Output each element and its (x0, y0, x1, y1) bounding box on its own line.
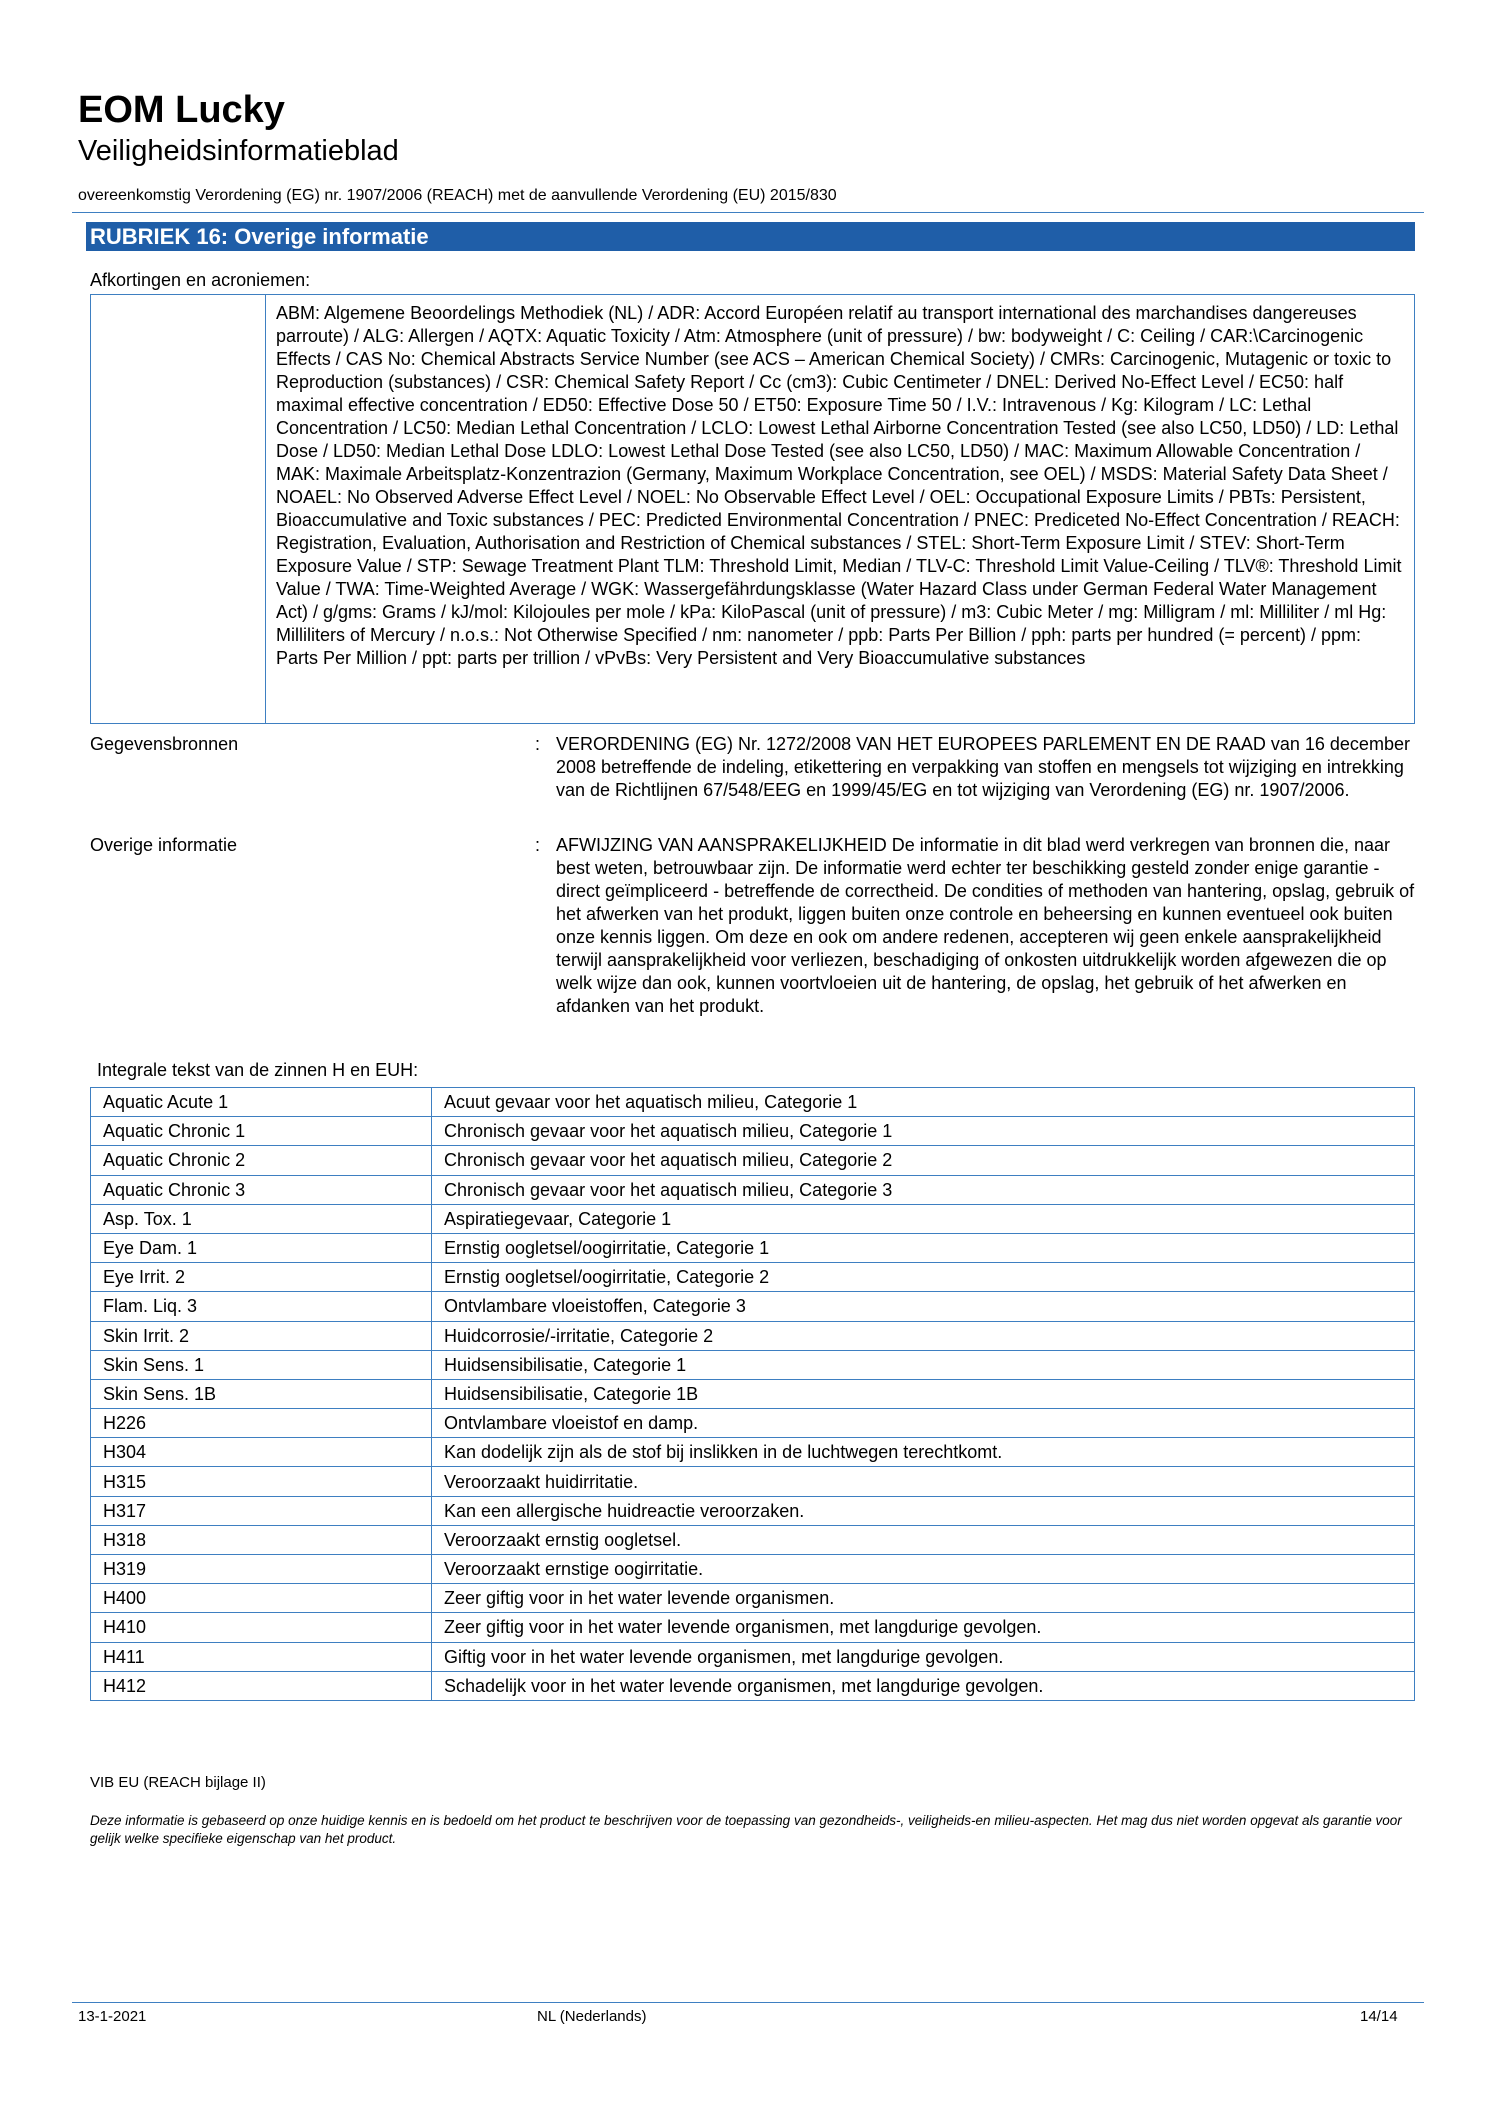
hazard-description-cell: Chronisch gevaar voor het aquatisch milieu, Categorie 2 (432, 1146, 1415, 1175)
hazard-class-cell: Skin Irrit. 2 (91, 1321, 432, 1350)
hazard-description-cell: Zeer giftig voor in het water levende organismen, met langdurige gevolgen. (432, 1613, 1415, 1642)
table-row (91, 1438, 1415, 1467)
table-row (91, 1321, 1415, 1350)
table-row (91, 1496, 1415, 1525)
hazard-class-cell: H400 (91, 1584, 432, 1613)
table-row (91, 1671, 1415, 1700)
hazard-description-cell: Huidsensibilisatie, Categorie 1B (432, 1379, 1415, 1408)
hazard-description-cell: Veroorzaakt ernstig oogletsel. (432, 1525, 1415, 1554)
footer-language: NL (Nederlands) (537, 2008, 647, 2025)
data-sources-colon: : (535, 734, 541, 754)
hazard-description-cell: Giftig voor in het water levende organismen, met langdurige gevolgen. (432, 1642, 1415, 1671)
hazard-description-cell: Veroorzaakt huidirritatie. (432, 1467, 1415, 1496)
hazard-class-cell: Skin Sens. 1B (91, 1379, 432, 1408)
hazard-class-cell: Aquatic Acute 1 (91, 1088, 432, 1117)
disclaimer-text: Deze informatie is gebaseerd op onze huidige kennis en is bedoeld om het product te beschrijven voor de toepassing van gezondheids-, veiligheids-en milieu-aspecten. Het mag dus niet worden opgevat als garantie voor gelijk welke specifieke eigenschap van het product. (90, 1813, 1402, 1846)
table-row (91, 1233, 1415, 1262)
hazard-class-cell: H304 (91, 1438, 432, 1467)
table-row (91, 1292, 1415, 1321)
hazard-class-cell: Flam. Liq. 3 (91, 1292, 432, 1321)
hazard-description-cell: Huidcorrosie/-irritatie, Categorie 2 (432, 1321, 1415, 1350)
table-row (91, 1204, 1415, 1233)
table-row (91, 1117, 1415, 1146)
other-info-text: AFWIJZING VAN AANSPRAKELIJKHEID De informatie in dit blad werd verkregen van bronnen die, naar best weten, betrouwbaar zijn. De informatie werd echter ter beschikking gesteld zonder enige garantie - direct geïmpliceerd - betreffende de correctheid. De condities of methoden van hantering, opslag, gebruik of het afwerken van het produkt, liggen buiten onze controle en beheersing en kunnen eventueel ook buiten onze kennis liggen. Om deze en ook om andere redenen, accepteren wij geen enkele aansprakelijkheid terwijl aansprakelijkheid voor verliezen, beschadiging of onkosten uitdrukkelijk worden afgewezen die op welk wijze dan ook, kunnen voortvloeien uit de hantering, de opslag, het gebruik of het afwerken en afdanken van het produkt. (556, 835, 1415, 1016)
table-row (91, 1525, 1415, 1554)
footer-date: 13-1-2021 (78, 2008, 147, 2025)
hazard-class-cell: H410 (91, 1613, 432, 1642)
hazard-class-cell: H318 (91, 1525, 432, 1554)
abbreviations-text: ABM: Algemene Beoordelings Methodiek (NL) / ADR: Accord Européen relatif au transport international des marchandises dangereuses parroute) / ALG: Allergen / AQTX: Aquatic Toxicity / Atm: Atmosphere (unit of pressure) / bw: bodyweight / C: Ceiling / CAR:\Carcinogenic Effects / CAS No: Chemical Abstracts Service Number (see ACS – American Chemical Society) / CMRs: Carcinogenic, Mutagenic or toxic to Reproduction (substances) / CSR: Chemical Safety Report / Cc (cm3): Cubic Centimeter / DNEL: Derived No-Effect Level / EC50: half maximal effective concentration / ED50: Effective Dose 50 / ET50: Exposure Time 50 / I.V.: Intravenous / Kg: Kilogram / LC: Lethal Concentration / LC50: Median Lethal Concentration / LCLO: Lowest Lethal Airborne Concentration Tested (see also LC50, LD50) / LD: Lethal Dose / LD50: Median Lethal Dose LDLO: Lowest Lethal Dose Tested (see also LC50, LD50) / MAC: Maximum Allowable Concentration / MAK: Maximale Arbeitsplatz-Konzentrazion (Germany, Maximum Workplace Concentration, see OEL) / MSDS: Material Safety Data Sheet / NOAEL: No Observed Adverse Effect Level / NOEL: No Observable Effect Level / OEL: Occupational Exposure Limits / PBTs: Persistent, Bioaccumulative and Toxic substances / PEC: Predicted Environmental Concentration / PNEC: Prediceted No-Effect Concentration / REACH: Registration, Evaluation, Authorisation and Restriction of Chemical substances / STEL: Short-Term Exposure Limit / STEV: Short-Term Exposure Value / STP: Sewage Treatment Plant TLM: Threshold Limit, Median / TLV-C: Threshold Limit Value-Ceiling / TLV®: Threshold Limit Value / TWA: Time-Weighted Average / WGK: Wassergefährdungsklasse (Water Hazard Class under German Federal Water Management Act) / g/gms: Grams / kJ/mol: Kilojoules per mole / kPa: KiloPascal (unit of pressure) / m3: Cubic Meter / mg: Milligram / ml: Milliliter / ml Hg: Milliliters of Mercury / n.o.s.: Not Otherwise Specified / nm: nanometer / ppb: Parts Per Billion / pph: parts per hundred (= percent) / ppm: Parts Per Million / ppt: parts per trillion / vPvBs: Very Persistent and Very Bioaccumulative substances (276, 303, 1402, 668)
table-row (91, 1642, 1415, 1671)
table-row (91, 1146, 1415, 1175)
hazard-description-cell: Ernstig oogletsel/oogirritatie, Categorie 1 (432, 1233, 1415, 1262)
footer-page-number: 14/14 (1360, 2008, 1398, 2025)
hazard-class-cell: Asp. Tox. 1 (91, 1204, 432, 1233)
hazard-class-cell: Aquatic Chronic 1 (91, 1117, 432, 1146)
hazard-class-cell: H226 (91, 1409, 432, 1438)
hazard-description-cell: Huidsensibilisatie, Categorie 1 (432, 1350, 1415, 1379)
data-sources-label: Gegevensbronnen (90, 734, 239, 754)
section-heading: RUBRIEK 16: Overige informatie (86, 222, 1415, 251)
hazard-description-cell: Ontvlambare vloeistof en damp. (432, 1409, 1415, 1438)
document-title: EOM Lucky (78, 89, 285, 131)
document-subtitle: Veiligheidsinformatieblad (78, 135, 399, 167)
hazard-description-cell: Zeer giftig voor in het water levende organismen. (432, 1584, 1415, 1613)
other-info-label: Overige informatie (90, 835, 238, 855)
hazard-class-cell: H319 (91, 1555, 432, 1584)
hazard-class-cell: Aquatic Chronic 3 (91, 1175, 432, 1204)
hazard-class-cell: H412 (91, 1671, 432, 1700)
hazard-description-cell: Schadelijk voor in het water levende organismen, met langdurige gevolgen. (432, 1671, 1415, 1700)
regulation-reference: overeenkomstig Verordening (EG) nr. 1907/2006 (REACH) met de aanvullende Verordening (EU) 2015/830 (78, 187, 837, 204)
table-row (91, 1467, 1415, 1496)
hazard-description-cell: Chronisch gevaar voor het aquatisch milieu, Categorie 3 (432, 1175, 1415, 1204)
table-row (91, 1263, 1415, 1292)
hazard-description-cell: Ontvlambare vloeistoffen, Categorie 3 (432, 1292, 1415, 1321)
abbreviations-label: Afkortingen en acroniemen: (90, 270, 311, 290)
header-divider (72, 212, 1424, 213)
hazard-class-cell: H411 (91, 1642, 432, 1671)
table-row (91, 1555, 1415, 1584)
abbreviations-box (90, 294, 1415, 724)
hazard-description-cell: Aspiratiegevaar, Categorie 1 (432, 1204, 1415, 1233)
hazard-class-cell: Eye Irrit. 2 (91, 1263, 432, 1292)
hazard-class-cell: Skin Sens. 1 (91, 1350, 432, 1379)
other-info-colon: : (535, 835, 541, 855)
table-row (91, 1409, 1415, 1438)
hazard-description-cell: Veroorzaakt ernstige oogirritatie. (432, 1555, 1415, 1584)
hazard-class-cell: Eye Dam. 1 (91, 1233, 432, 1262)
hazard-class-cell: H315 (91, 1467, 432, 1496)
table-row (91, 1379, 1415, 1408)
table-row (91, 1088, 1415, 1117)
hazard-description-cell: Chronisch gevaar voor het aquatisch milieu, Categorie 1 (432, 1117, 1415, 1146)
hazard-class-cell: Aquatic Chronic 2 (91, 1146, 432, 1175)
table-row (91, 1350, 1415, 1379)
hazard-description-cell: Ernstig oogletsel/oogirritatie, Categorie 2 (432, 1263, 1415, 1292)
table-row (91, 1175, 1415, 1204)
hazard-class-cell: H317 (91, 1496, 432, 1525)
abbreviations-empty-cell (91, 295, 266, 723)
source-reference: VIB EU (REACH bijlage II) (90, 1774, 266, 1791)
footer-divider (72, 2002, 1424, 2003)
h-phrases-label: Integrale tekst van de zinnen H en EUH: (97, 1060, 419, 1080)
h-phrases-table (90, 1087, 1415, 1701)
hazard-description-cell: Kan dodelijk zijn als de stof bij inslikken in de luchtwegen terechtkomt. (432, 1438, 1415, 1467)
data-sources-text: VERORDENING (EG) Nr. 1272/2008 VAN HET EUROPEES PARLEMENT EN DE RAAD van 16 december 2008 betreffende de indeling, etikettering en verpakking van stoffen en mengsels tot wijziging en intrekking van de Richtlijnen 67/548/EEG en 1999/45/EG en tot wijziging van Verordening (EG) nr. 1907/2006. (556, 734, 1410, 800)
table-row (91, 1613, 1415, 1642)
table-row (91, 1584, 1415, 1613)
hazard-description-cell: Acuut gevaar voor het aquatisch milieu, Categorie 1 (432, 1088, 1415, 1117)
hazard-description-cell: Kan een allergische huidreactie veroorzaken. (432, 1496, 1415, 1525)
